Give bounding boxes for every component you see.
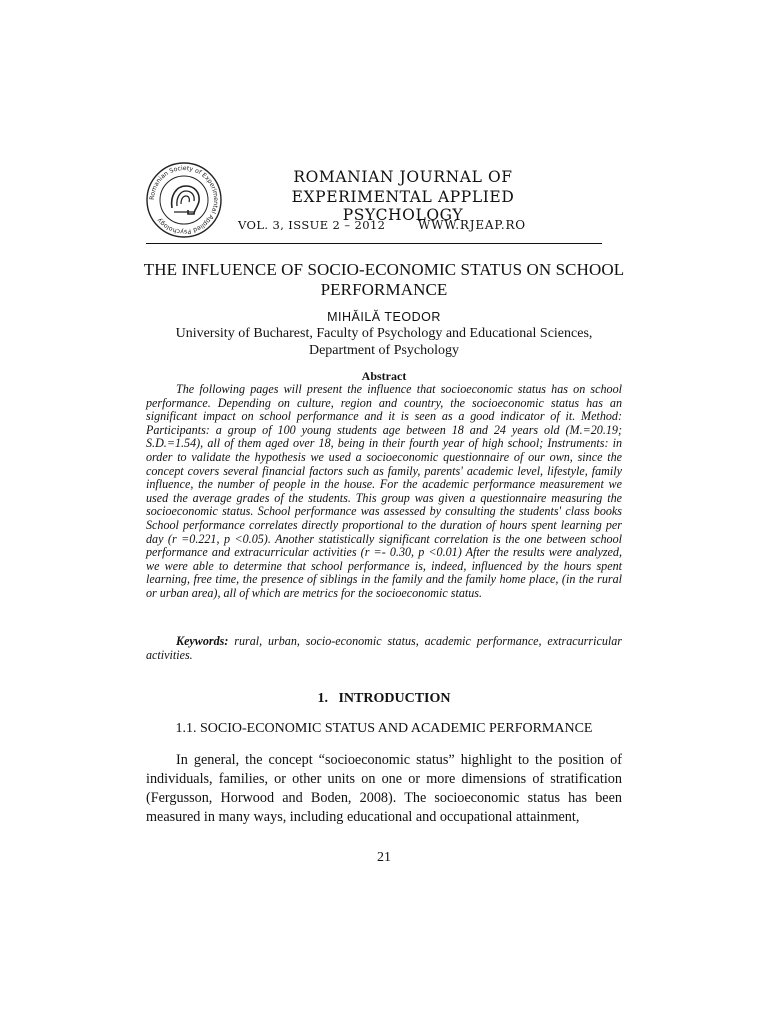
header-divider	[146, 243, 602, 244]
author-affiliation	[140, 325, 628, 359]
journal-title-line2: EXPERIMENTAL APPLIED PSYCHOLOGY	[291, 188, 515, 224]
affiliation-line1: University of Bucharest, Faculty of Psychology and Educational Sciences,	[175, 326, 593, 341]
keywords-label: Keywords:	[176, 634, 229, 648]
svg-text:Romanian Society of Experiment: Romanian Society of Experimental Applied Psychology	[148, 164, 220, 236]
logo-seal-icon	[144, 160, 224, 240]
abstract-body	[146, 383, 622, 601]
journal-logo	[144, 160, 224, 240]
journal-title-line1: ROMANIAN JOURNAL OF	[293, 168, 513, 186]
journal-website: WWW.RJEAP.RO	[418, 218, 526, 232]
journal-volume: VOL. 3, ISSUE 2 – 2012	[238, 218, 386, 232]
page-number: 21	[377, 850, 391, 865]
abstract-heading: Abstract	[361, 369, 407, 383]
body-paragraph	[146, 751, 622, 827]
paper-title: THE INFLUENCE OF SOCIO-ECONOMIC STATUS ON SCHOOL PERFORMANCE	[143, 260, 625, 299]
affiliation-line2: Department of Psychology	[308, 343, 460, 358]
keywords-list: rural, urban, socio-economic status, academic performance, extracurricular activities.	[146, 634, 622, 662]
keywords	[146, 634, 622, 662]
author-name: MIHĂILĂ TEODOR	[327, 310, 441, 324]
abstract-text: The following pages will present the influence that socioeconomic status has on school performance. Depending on culture, region and country, the socioeconomic status has an significant impact on school performance and it is seen as a good indicator of it. Method: Participants: a group of 100 young students age between 18 and 24 years old (M.=20.19; S.D.=1.54), all of them aged over 18, being in their fourth year of high school; Instruments: in order to validate the hypothesis we used a socioeconomic questionnaire of our own, since the concept covers several financial factors such as family, parents' academic level, lifestyle, family influence, the number of people in the house. For the academic performance measurement we used the average grades of the students. This group was given a questionnaire measuring the socioeconomic status. School performance was assessed by consulting the students' class books School performance correlates directly proportional to the duration of hours spent learning per day (r =0.221, p <0.05). Another statistically significant correlation is the one between school performance and extracurricular activities (r =- 0.30, p <0.01) After the results were analyzed, we were able to determine that school performance is, indeed, influenced by the hours spent learning, free time, the presence of siblings in the family and the family home place, (in the rural or urban area), all of which are metrics for the socioeconomic status.	[146, 382, 622, 600]
section-heading: 1. INTRODUCTION	[317, 691, 451, 706]
intro-paragraph: In general, the concept “socioeconomic status” highlight to the position of individuals, families, or other units on one or more dimensions of stratification (Fergusson, Horwood and Boden, 2008). The socioeconomic status has been measured in many ways, including educational and occupational attainment,	[146, 752, 622, 825]
subsection-heading: 1.1. SOCIO-ECONOMIC STATUS AND ACADEMIC PERFORMANCE	[175, 721, 593, 736]
